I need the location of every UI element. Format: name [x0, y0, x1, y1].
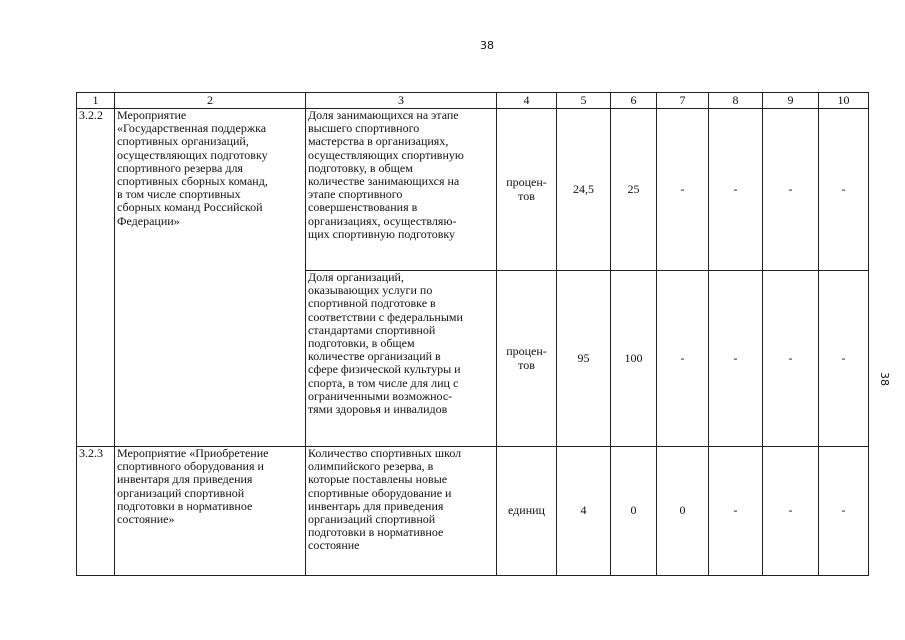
- header-row: [77, 93, 869, 109]
- item-code: 3.2.3: [77, 447, 115, 576]
- header-cell: 8: [709, 93, 763, 109]
- value-cell: -: [763, 447, 819, 576]
- value-cell: -: [819, 109, 869, 271]
- value-cell: 0: [611, 447, 657, 576]
- value-cell: 25: [611, 109, 657, 271]
- value-cell: 4: [557, 447, 611, 576]
- indicator-name: Доля организаций, оказывающих услуги по спортивной подготовке в соответствии с федеральными стандартами спортивной подготовки, в общем количестве организаций в сфере физической культуры и спорта, в том числе для лиц с ограниченными возможнос- тями здоровья и инвалидов: [306, 271, 497, 447]
- table-row: [77, 447, 869, 576]
- item-code: 3.2.2: [77, 109, 115, 447]
- event-name: Мероприятие «Государственная поддержка спортивных организаций, осуществляющих подготовку спортивного резерва для спортивных сборных команд, в том числе спортивных сборных команд Российской Федерации»: [115, 109, 306, 447]
- indicator-name: Доля занимающихся на этапе высшего спортивного мастерства в организациях, осуществляющих спортивную подготовку, в общем количестве занимающихся на этапе спортивного совершенствования в организациях, осуществляю- щих спортивную подготовку: [306, 109, 497, 271]
- header-cell: 2: [115, 93, 306, 109]
- value-cell: -: [763, 271, 819, 447]
- value-cell: -: [763, 109, 819, 271]
- value-cell: -: [657, 271, 709, 447]
- value-cell: -: [709, 109, 763, 271]
- value-cell: 100: [611, 271, 657, 447]
- table-row: [77, 109, 869, 271]
- value-cell: -: [709, 447, 763, 576]
- value-cell: -: [657, 109, 709, 271]
- value-cell: -: [819, 271, 869, 447]
- unit-cell: процен- тов: [497, 109, 557, 271]
- page-number: 38: [480, 39, 494, 52]
- header-cell: 9: [763, 93, 819, 109]
- unit-cell: процен- тов: [497, 271, 557, 447]
- header-cell: 6: [611, 93, 657, 109]
- value-cell: 95: [557, 271, 611, 447]
- header-cell: 5: [557, 93, 611, 109]
- side-page-number: 38: [878, 372, 891, 386]
- header-cell: 1: [77, 93, 115, 109]
- event-name: Мероприятие «Приобретение спортивного оборудования и инвентаря для приведения организаций спортивной подготовки в нормативное состояние»: [115, 447, 306, 576]
- header-cell: 7: [657, 93, 709, 109]
- header-cell: 4: [497, 93, 557, 109]
- value-cell: 0: [657, 447, 709, 576]
- unit-cell: единиц: [497, 447, 557, 576]
- value-cell: -: [709, 271, 763, 447]
- value-cell: 24,5: [557, 109, 611, 271]
- header-cell: 3: [306, 93, 497, 109]
- indicator-name: Количество спортивных школ олимпийского резерва, в которые поставлены новые спортивные оборудование и инвентарь для приведения организаций спортивной подготовки в нормативное состояние: [306, 447, 497, 576]
- data-table: [76, 92, 869, 576]
- value-cell: -: [819, 447, 869, 576]
- header-cell: 10: [819, 93, 869, 109]
